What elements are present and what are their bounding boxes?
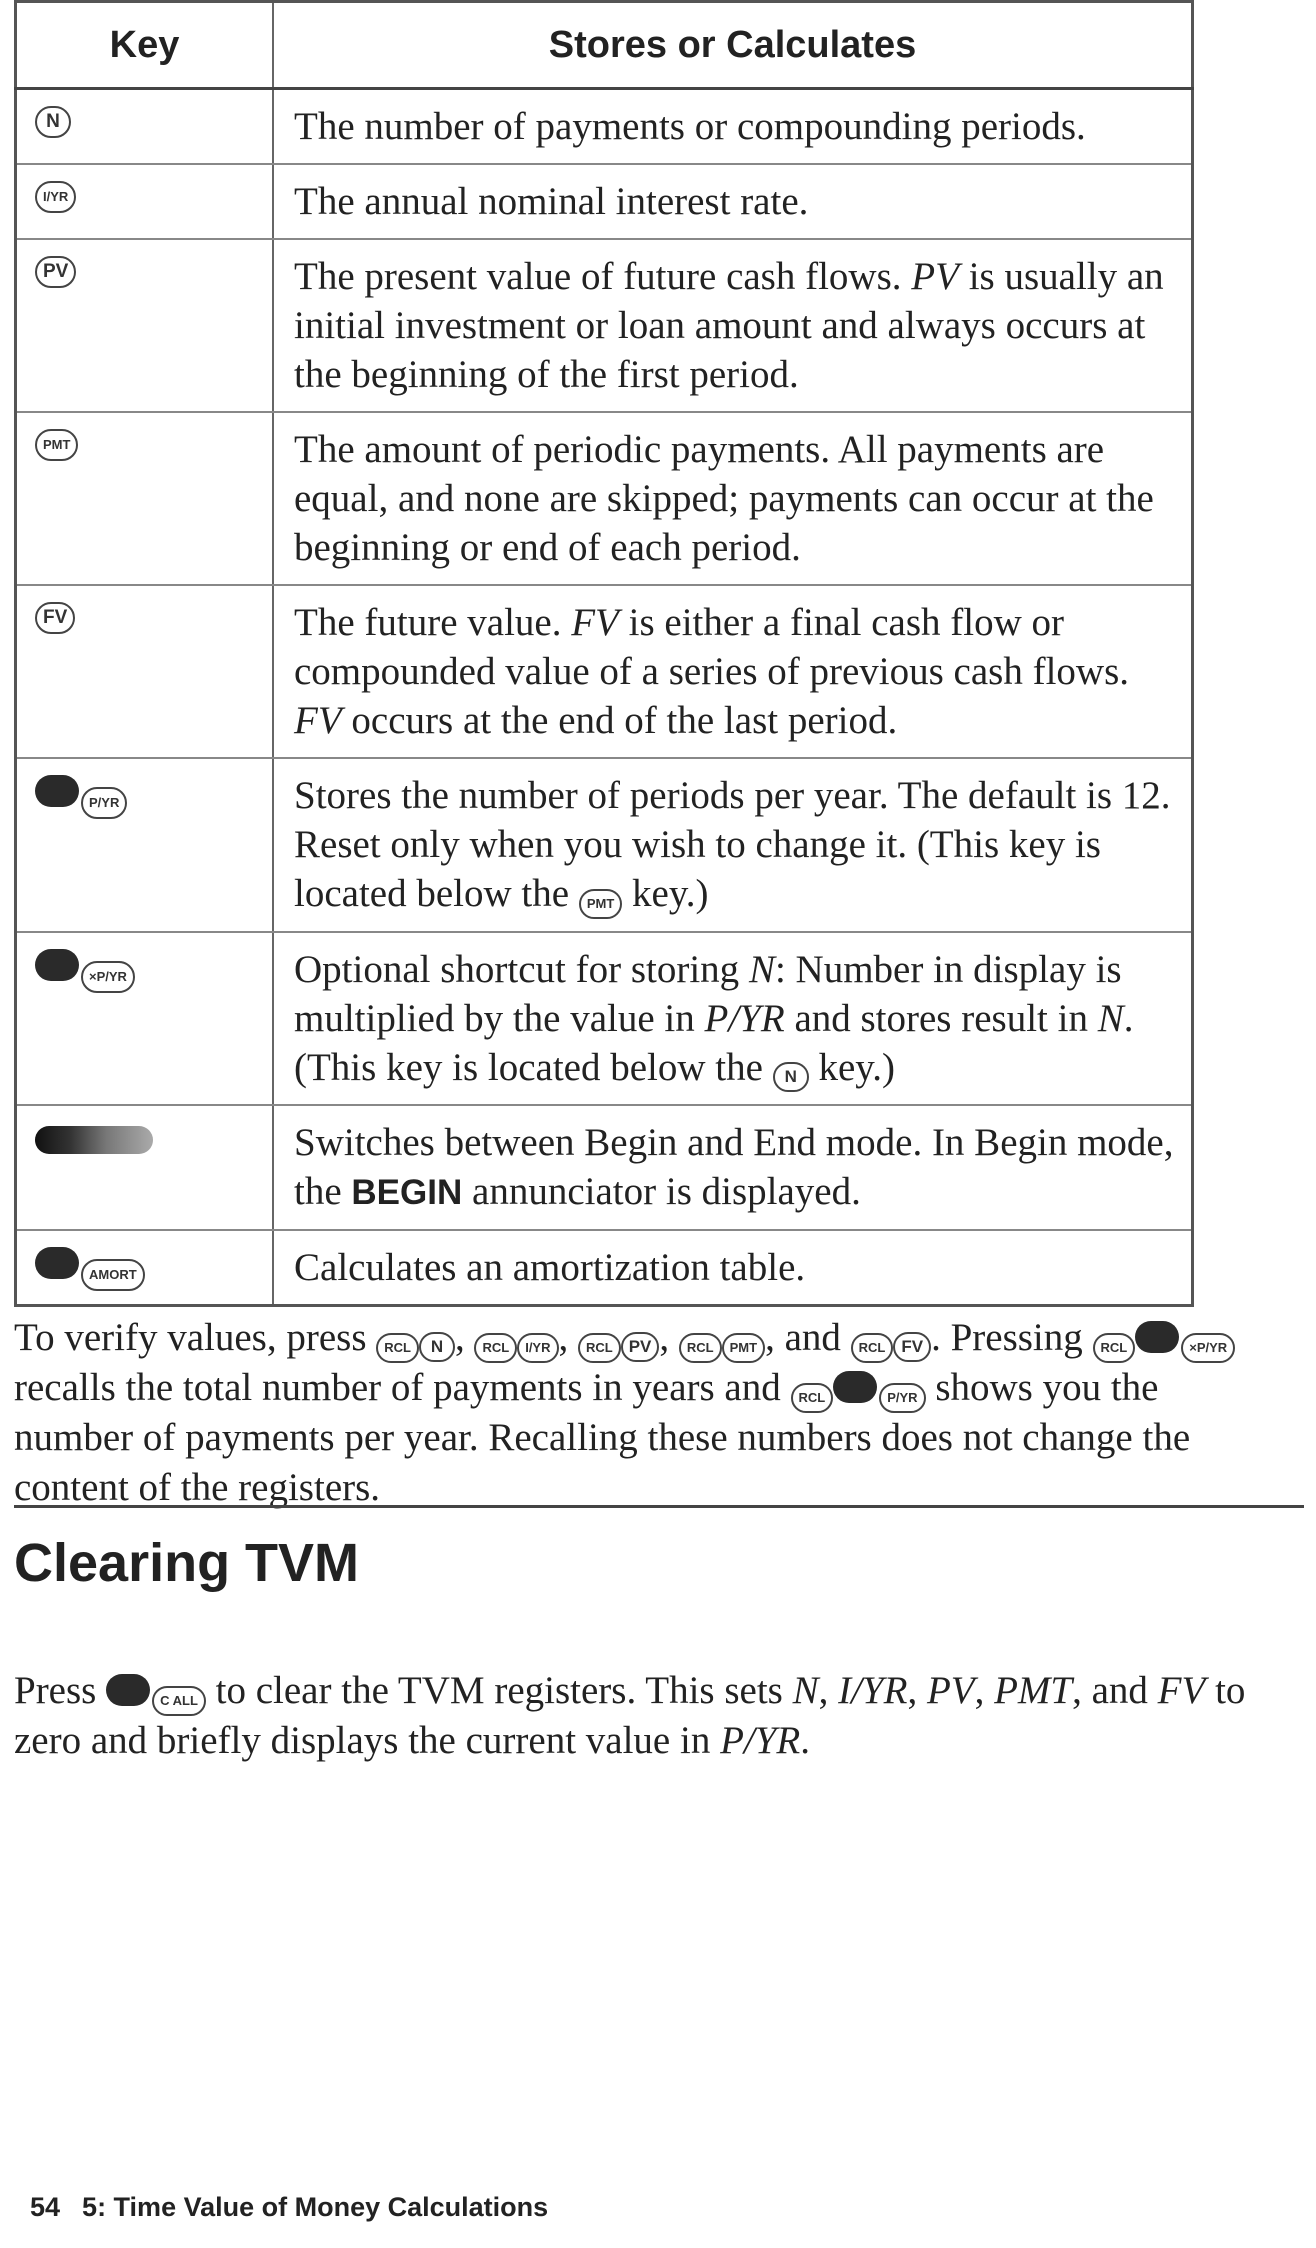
row-description: Calculates an amortization table. <box>273 1230 1193 1306</box>
rcl-key-icon: RCL <box>474 1333 517 1363</box>
rcl-key-icon: RCL <box>791 1383 834 1413</box>
amort-key-icon: AMORT <box>81 1259 145 1291</box>
n-key-icon: N <box>773 1062 809 1092</box>
fv-key-icon: FV <box>35 602 75 634</box>
table-row-begin <box>16 1105 1193 1230</box>
shift-key-icon <box>35 1247 79 1279</box>
rcl-key-icon: RCL <box>376 1333 419 1363</box>
row-description: The present value of future cash flows. PV is usually an initial investment or loan amount and always occurs at the beginning of the first period. <box>273 239 1193 412</box>
section-heading: Clearing TVM <box>14 1533 360 1593</box>
fv-key-icon: FV <box>893 1332 931 1362</box>
rcl-key-icon: RCL <box>578 1333 621 1363</box>
pmt-key-icon: PMT <box>722 1333 765 1363</box>
iyr-key-icon: I/YR <box>35 181 76 213</box>
rcl-key-icon: RCL <box>679 1333 722 1363</box>
shift-key-icon <box>106 1674 150 1706</box>
pyr-key-icon: P/YR <box>879 1383 925 1413</box>
n-key-icon: N <box>419 1332 455 1362</box>
clear-all-key-icon: C ALL <box>152 1686 206 1716</box>
begin-end-key-icon <box>35 1126 153 1154</box>
shift-key-icon <box>35 775 79 807</box>
table-row-xpyr <box>16 932 1193 1105</box>
table-row-iyr <box>16 164 1193 239</box>
table-header-row <box>16 2 1193 89</box>
tvm-key-table <box>14 0 1194 1307</box>
section-divider <box>14 1505 1304 1508</box>
shift-key-icon <box>35 949 79 981</box>
rcl-key-icon: RCL <box>851 1333 894 1363</box>
table-row-pyr <box>16 758 1193 932</box>
iyr-key-icon: I/YR <box>517 1333 558 1363</box>
row-description: The number of payments or compounding periods. <box>273 89 1193 165</box>
pmt-key-icon: PMT <box>35 429 78 461</box>
verify-paragraph: To verify values, press RCL N , RCL I/YR , RCL PV , RCL PMT , and RCL FV . Pressing RCL ×P/YR recalls the total number of payments in years and RCL P/YR shows you the number of payments per year. Recalling these numbers does not change the content of the registers. <box>14 1313 1284 1513</box>
table-row-amort <box>16 1230 1193 1306</box>
shift-key-icon <box>833 1371 877 1403</box>
pv-key-icon: PV <box>35 256 76 288</box>
xpyr-key-icon: ×P/YR <box>81 961 135 993</box>
row-description: Optional shortcut for storing N: Number in display is multiplied by the value in P/YR and stores result in N. (This key is located below the N key.) <box>273 932 1193 1105</box>
column-header-stores: Stores or Calculates <box>273 2 1193 89</box>
table-row-fv <box>16 585 1193 758</box>
row-description: The future value. FV is either a final cash flow or compounded value of a series of previous cash flows. FV occurs at the end of the last period. <box>273 585 1193 758</box>
pyr-key-icon: P/YR <box>81 787 127 819</box>
table-row-pv <box>16 239 1193 412</box>
chapter-title: 5: Time Value of Money Calculations <box>82 2192 549 2222</box>
rcl-key-icon: RCL <box>1093 1333 1136 1363</box>
row-description: The annual nominal interest rate. <box>273 164 1193 239</box>
n-key-icon: N <box>35 106 71 138</box>
row-description: Stores the number of periods per year. The default is 12. Reset only when you wish to change it. (This key is located below the PMT key.) <box>273 758 1193 932</box>
pv-key-icon: PV <box>621 1332 660 1362</box>
shift-key-icon <box>1135 1321 1179 1353</box>
xpyr-key-icon: ×P/YR <box>1181 1333 1235 1363</box>
pmt-key-icon: PMT <box>579 889 622 919</box>
row-description: Switches between Begin and End mode. In Begin mode, the BEGIN annunciator is displayed. <box>273 1105 1193 1230</box>
page-number: 54 <box>30 2192 61 2222</box>
table-row-n <box>16 89 1193 165</box>
table-row-pmt <box>16 412 1193 585</box>
clearing-paragraph: Press C ALL to clear the TVM registers. This sets N, I/YR, PV, PMT, and FV to zero and briefly displays the current value in P/YR. <box>14 1669 1246 1762</box>
page-footer <box>30 2192 548 2223</box>
column-header-key: Key <box>16 2 274 89</box>
row-description: The amount of periodic payments. All payments are equal, and none are skipped; payments can occur at the beginning or end of each period. <box>273 412 1193 585</box>
